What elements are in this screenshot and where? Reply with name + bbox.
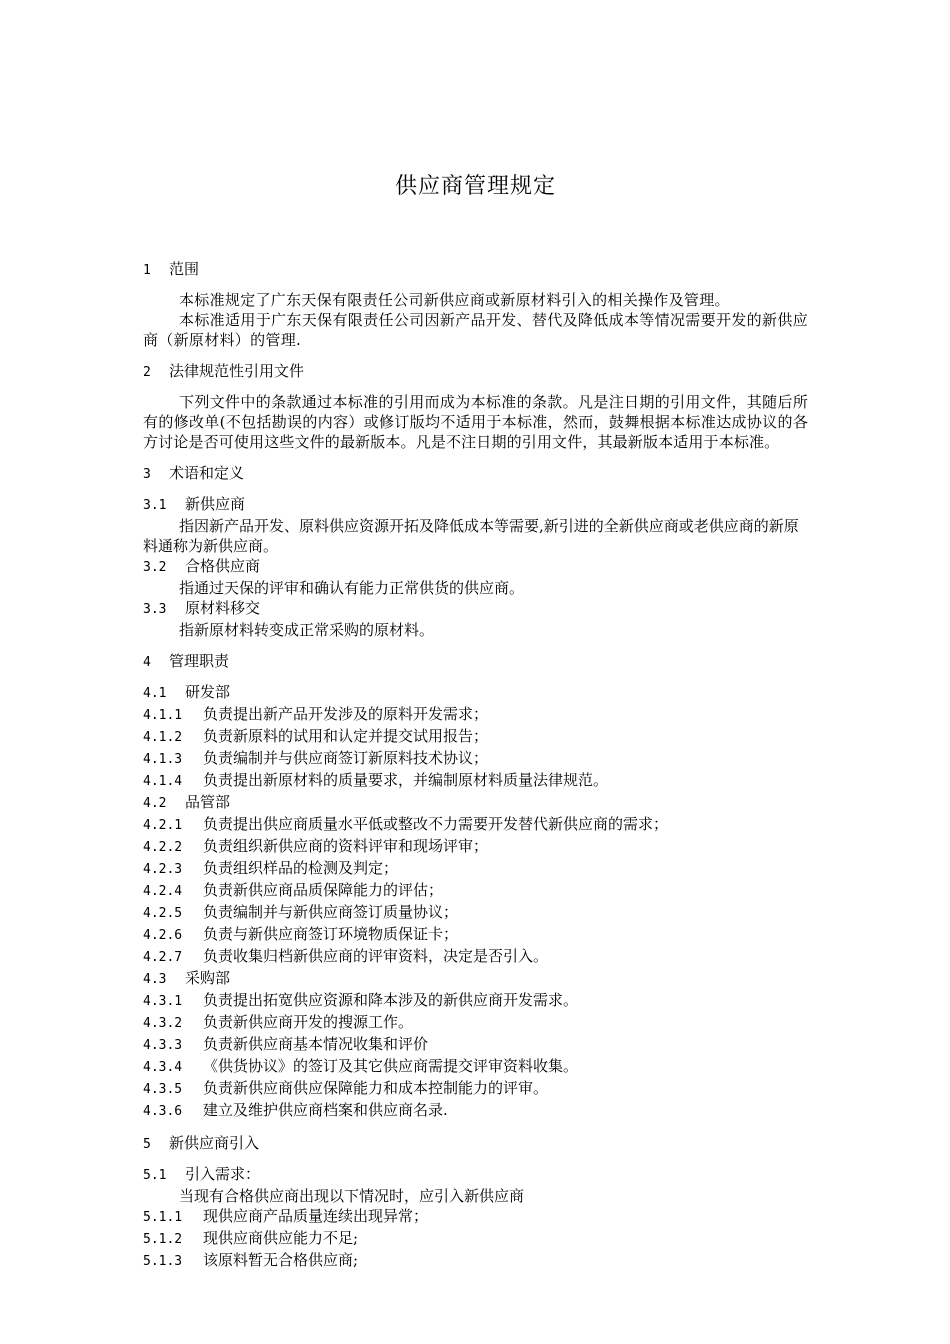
list-item (143, 1056, 808, 1078)
document-page (143, 170, 808, 1272)
item-number: 4.3.6 (143, 1104, 183, 1119)
item-text: 负责新供应商开发的搜源工作。 (203, 1013, 414, 1031)
list-item (143, 726, 808, 748)
list-item (143, 748, 808, 770)
definition-3-1: 指因新产品开发、原料供应资源开拓及降低成本等需要,新引进的全新供应商或老供应商的新原料通称为新供应商。 (143, 517, 799, 555)
list-item (143, 836, 808, 858)
item-number: 4.2.5 (143, 906, 183, 921)
item-text: 负责提出新产品开发涉及的原料开发需求； (203, 705, 489, 723)
item-number: 4.1.2 (143, 730, 183, 745)
subsection-5-1-heading (143, 1164, 808, 1186)
section-number: 3 (143, 467, 151, 482)
item-text: 建立及维护供应商档案和供应商名录. (203, 1101, 448, 1119)
item-number: 4.1.3 (143, 752, 183, 767)
subsection-number: 3.1 (143, 498, 167, 513)
subsection-title: 合格供应商 (185, 557, 261, 575)
item-text: 负责组织样品的检测及判定； (203, 859, 399, 877)
item-text: 负责提出拓宽供应资源和降本涉及的新供应商开发需求。 (203, 991, 579, 1009)
subsection-3-3-heading (143, 598, 808, 620)
item-number: 4.3.3 (143, 1038, 183, 1053)
subsection-number: 4.1 (143, 686, 167, 701)
section-number: 1 (143, 263, 151, 278)
section-number: 2 (143, 365, 151, 380)
item-number: 4.1.4 (143, 774, 183, 789)
item-text: 负责与新供应商签订环境物质保证卡； (203, 925, 459, 943)
list-item (143, 946, 808, 968)
subsection-number: 3.3 (143, 602, 167, 617)
subsection-number: 3.2 (143, 560, 167, 575)
item-text: 负责收集归档新供应商的评审资料，决定是否引入。 (203, 947, 549, 965)
section-title: 术语和定义 (169, 464, 245, 482)
section-title: 新供应商引入 (169, 1134, 260, 1152)
section-number: 5 (143, 1137, 151, 1152)
item-text: 负责新供应商基本情况收集和评价 (203, 1035, 429, 1053)
list-item (143, 1078, 808, 1100)
subsection-title: 原材料移交 (185, 599, 261, 617)
item-number: 4.2.1 (143, 818, 183, 833)
subsection-5-1-intro: 当现有合格供应商出现以下情况时，应引入新供应商 (179, 1187, 525, 1205)
item-number: 4.2.2 (143, 840, 183, 855)
item-text: 负责编制并与新供应商签订质量协议； (203, 903, 459, 921)
definition-3-3: 指新原材料转变成正常采购的原材料。 (179, 621, 435, 639)
subsection-title: 采购部 (185, 969, 231, 987)
subsection-4-1-heading (143, 682, 808, 704)
subsection-number: 4.2 (143, 796, 167, 811)
list-item (143, 1206, 808, 1228)
section-title: 法律规范性引用文件 (169, 362, 305, 380)
subsection-4-3-heading (143, 968, 808, 990)
item-number: 4.1.1 (143, 708, 183, 723)
item-text: 《供货协议》的签订及其它供应商需提交评审资料收集。 (203, 1057, 579, 1075)
list-item (143, 1012, 808, 1034)
item-number: 5.1.3 (143, 1254, 183, 1269)
list-item (143, 1034, 808, 1056)
section-number: 4 (143, 655, 151, 670)
section-1-heading (143, 259, 808, 281)
subsection-title: 引入需求： (185, 1165, 261, 1183)
list-item (143, 880, 808, 902)
item-number: 4.2.7 (143, 950, 183, 965)
list-item (143, 814, 808, 836)
subsection-4-2-heading (143, 792, 808, 814)
list-item (143, 770, 808, 792)
list-item (143, 1228, 808, 1250)
list-item (143, 858, 808, 880)
item-number: 5.1.2 (143, 1232, 183, 1247)
item-text: 负责提出新原材料的质量要求，并编制原材料质量法律规范。 (203, 771, 609, 789)
list-item (143, 902, 808, 924)
item-text: 现供应商产品质量连续出现异常； (203, 1207, 429, 1225)
item-number: 4.2.3 (143, 862, 183, 877)
document-title: 供应商管理规定 (394, 174, 556, 199)
section-2-heading (143, 361, 808, 383)
subsection-3-1-heading (143, 494, 808, 516)
section-3-heading (143, 463, 808, 485)
item-text: 负责新原料的试用和认定并提交试用报告； (203, 727, 489, 745)
subsection-title: 新供应商 (185, 495, 246, 513)
list-item (143, 1250, 808, 1272)
item-number: 4.3.2 (143, 1016, 183, 1031)
section-5-heading (143, 1133, 808, 1155)
item-text: 负责新供应商品质保障能力的评估； (203, 881, 444, 899)
list-item (143, 1100, 808, 1122)
item-number: 4.2.6 (143, 928, 183, 943)
subsection-number: 4.3 (143, 972, 167, 987)
subsection-3-2-heading (143, 556, 808, 578)
item-text: 负责编制并与供应商签订新原料技术协议； (203, 749, 489, 767)
item-text: 该原料暂无合格供应商; (203, 1251, 359, 1269)
item-number: 4.3.1 (143, 994, 183, 1009)
section-title: 范围 (169, 260, 200, 278)
item-number: 4.3.5 (143, 1082, 183, 1097)
list-item (143, 924, 808, 946)
section-2-paragraph: 下列文件中的条款通过本标准的引用而成为本标准的条款。凡是注日期的引用文件，其随后所有的修改单(不包括勘误的内容）或修订版均不适用于本标准，然而，鼓舞根据本标准达成协议的各方讨论是否可使用这些文件的最新版本。凡是不注日期的引用文件，其最新版本适用于本标准。 (143, 393, 808, 451)
item-number: 4.3.4 (143, 1060, 183, 1075)
item-text: 负责新供应商供应保障能力和成本控制能力的评审。 (203, 1079, 549, 1097)
list-item (143, 990, 808, 1012)
definition-3-2: 指通过天保的评审和确认有能力正常供货的供应商。 (179, 579, 525, 597)
section-4-heading (143, 651, 808, 673)
list-item (143, 704, 808, 726)
section-1-paragraph-1: 本标准规定了广东天保有限责任公司新供应商或新原材料引入的相关操作及管理。 (179, 291, 730, 309)
item-number: 4.2.4 (143, 884, 183, 899)
item-text: 负责提出供应商质量水平低或整改不力需要开发替代新供应商的需求； (203, 815, 669, 833)
item-text: 负责组织新供应商的资料评审和现场评审； (203, 837, 489, 855)
subsection-number: 5.1 (143, 1168, 167, 1183)
section-1-paragraph-2: 本标准适用于广东天保有限责任公司因新产品开发、替代及降低成本等情况需要开发的新供应商（新原材料）的管理. (143, 311, 808, 349)
subsection-title: 研发部 (185, 683, 231, 701)
item-number: 5.1.1 (143, 1210, 183, 1225)
subsection-title: 品管部 (185, 793, 231, 811)
section-title: 管理职责 (169, 652, 230, 670)
item-text: 现供应商供应能力不足; (203, 1229, 359, 1247)
